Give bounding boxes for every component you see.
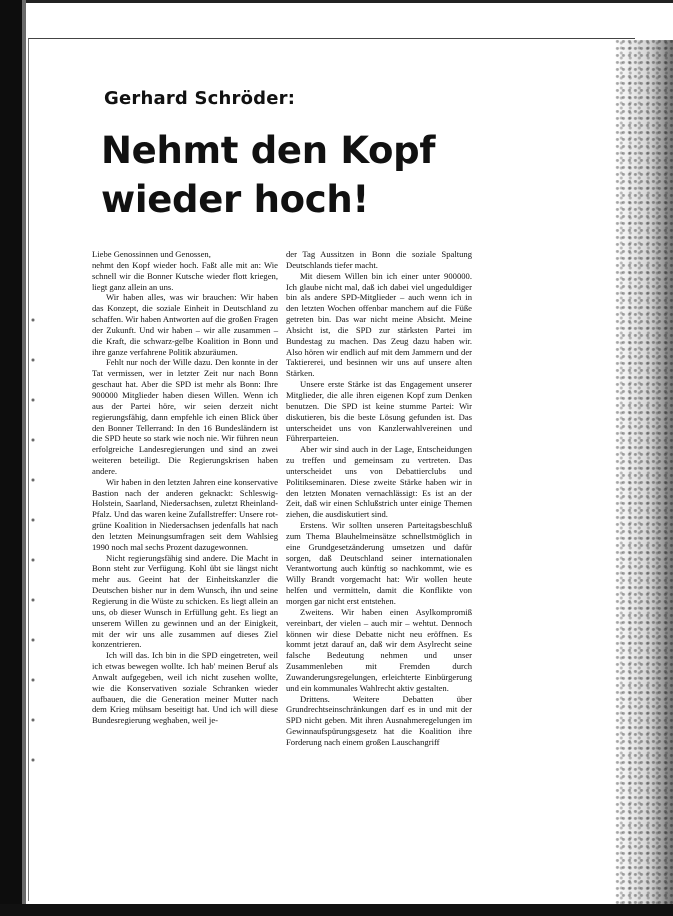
scan-top-edge bbox=[22, 0, 673, 3]
paragraph: der Tag Aussitzen in Bonn die soziale Spaltung Deutschlands tiefer macht. bbox=[286, 249, 472, 270]
headline-line-2: wieder hoch! bbox=[101, 178, 369, 221]
paragraph: Wir haben alles, was wir brauchen: Wir haben das Konzept, die soziale Einheit in Deutschland zu schaffen. Wir haben Antworten auf die großen Fragen der Zukunft. Und wir haben – wir alle zusammen – die Kraft, die schwarz-gelbe Koalition in Bonn und ihre ganze verfahrene Politik abzuräumen. bbox=[92, 292, 278, 357]
paragraph: Erstens. Wir sollten unseren Parteitagsbeschluß zum Thema Blauhelmeinsätze schnellstmöglich in eine Grundgesetzänderung umsetzen und dafür sorgen, daß Deutschland seiner internationalen Verantwortung auch künftig so nachkommt, wie es Willy Brandt vorgemacht hat: Wir wollen heute helfen und vermitteln, damit die Konflikte von morgen gar nicht erst entstehen. bbox=[286, 520, 472, 606]
paragraph: Fehlt nur noch der Wille dazu. Den konnte in der Tat vermissen, wer in letzter Zeit nur nach Bonn geschaut hat. Aber die SPD ist mehr als Bonn: Ihre 900000 Mitglieder haben diesen Willen. Wenn ich aus der Partei höre, wir seien derzeit nicht regierungsfähig, dann empfehle ich einen Blick über den Bonner Tellerrand: In den 16 Bundesländern ist die SPD heute so stark wie noch nie. Wir führen neun erfolgreiche Landesregierungen und sind an zwei weiteren beteiligt. Die Regierungskrisen haben andere. bbox=[92, 357, 278, 476]
paragraph: Nicht regierungsfähig sind andere. Die Macht in Bonn steht zur Verfügung. Kohl übt sie längst nicht mehr aus. Geeint hat der Einheitskanzler die Deutschen bisher nur in dem Wunsch, ihn und seine Regierung in die Wüste zu schicken. Es liegt allein an uns, ob dieser Wunsch in Erfüllung geht. Es liegt an unserem Willen zu gewinnen und an der Einigkeit, mit der wir uns alle zusammen auf dieses Ziel konzentrieren. bbox=[92, 552, 278, 650]
salutation: Liebe Genossinnen und Genossen, bbox=[92, 249, 211, 259]
scan-bottom-edge bbox=[0, 904, 673, 916]
right-column bbox=[286, 249, 472, 748]
paragraph: Unsere erste Stärke ist das Engagement unserer Mitglieder, die alle ihren eigenen Kopf zum Denken benutzen. Die SPD ist keine stumme Partei: Wir diskutieren, bis die beste Lösung gefunden ist. Das unterscheidet uns von Kanzlerwahlvereinen und Führerparteien. bbox=[286, 379, 472, 444]
paragraph: Zweitens. Wir haben einen Asylkompromiß vereinbart, der vielen – auch mir – wehtut. Dennoch können wir diese Debatte nicht neu eröffnen. Es kommt jetzt darauf an, daß wir dem Asylrecht seine falsche Bedeutung nehmen und unser Zusammenleben mit Fremden durch Zuwanderungsregelungen, erleichterte Einbürgerung und ein kommunales Wahlrecht aktiv gestalten. bbox=[286, 606, 472, 693]
paragraph: Ich will das. Ich bin in die SPD eingetreten, weil ich etwas bewegen wollte. Ich hab' meinen Beruf als Anwalt aufgegeben, weil ich nicht zusehen wollte, wie die Konservativen soziale Schranken wieder aufbauen, die die Generation meiner Mutter nach dem Krieg mühsam beseitigt hat. Und ich will diese Bundesregierung weghaben, weil je- bbox=[92, 650, 278, 726]
paragraph: Drittens. Weitere Debatten über Grundrechtseinschränkungen darf es in und mit der SPD nicht geben. Mit ihren Ausnahmeregelungen im Gewinnaufspürungsgesetz hat die Koalition ihre Forderung nach einem großen Lauschangriff bbox=[286, 693, 472, 747]
paragraph: Wir haben in den letzten Jahren eine konservative Bastion nach der anderen geknackt: Schleswig-Holstein, Saarland, Niedersachsen, zuletzt Rheinland-Pfalz. Und das waren keine Zufallstreffer: Unsere rot-grüne Koalition in Niedersachsen jedenfalls hat nach den letzten Meinungsumfragen seit dem Wahlsieg 1990 noch mal sechs Prozent dazugewonnen. bbox=[92, 476, 278, 552]
paragraph: nehmt den Kopf wieder hoch. Faßt alle mit an: Wie schnell wir die Bonner Kutsche wieder flott kriegen, liegt ganz allein an uns. bbox=[92, 259, 278, 292]
scan-left-edge bbox=[0, 0, 22, 916]
paragraph: Aber wir sind auch in der Lage, Entscheidungen zu treffen und gemeinsam zu vertreten. Das unterscheidet uns von Debattierclubs und Politikseminaren. Diese zweite Stärke haben wir in den letzten Monaten vernachlässigt: Es ist an der Zeit, daß wir einen Schlußstrich unter einige Themen ziehen, die ausdiskutiert sind. bbox=[286, 444, 472, 520]
paragraph: Mit diesem Willen bin ich einer unter 900000. Ich glaube nicht mal, daß ich dabei viel ungeduldiger bin als andere SPD-Mitglieder – auch wenn ich in den letzten Wochen offenbar manchem auf die Füße getreten bin. Das war nicht meine Absicht. Meine Absicht ist, die SPD zur stärksten Partei im Bundestag zu machen. Das Zeug dazu haben wir. Also hören wir endlich auf mit dem Jammern und der Taktiererei, und besinnen wir uns auf unsere alten Stärken. bbox=[286, 270, 472, 379]
left-column bbox=[92, 249, 278, 726]
author-line: Gerhard Schröder: bbox=[104, 88, 296, 109]
headline-line-1: Nehmt den Kopf bbox=[101, 129, 436, 172]
headline bbox=[101, 126, 435, 224]
